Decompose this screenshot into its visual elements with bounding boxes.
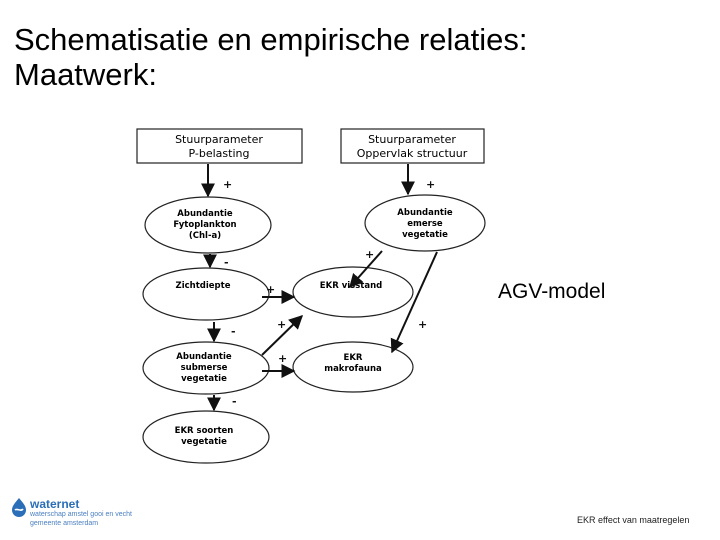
node-zichtdiepte <box>143 268 269 320</box>
soorten-line-2: vegetatie <box>181 437 227 447</box>
sub-line-2: submerse <box>180 363 228 373</box>
sign-emerse-to-vis: + <box>365 248 375 261</box>
sign-surf-to-emerse: + <box>426 178 436 191</box>
macro-line-2: makrofauna <box>324 364 382 374</box>
box-p-line-1: Stuurparameter <box>175 133 263 146</box>
sub-line-1: Abundantie <box>176 352 232 362</box>
sign-sub-to-soorten: - <box>232 395 237 408</box>
sign-sub-to-vis: + <box>277 318 287 331</box>
emerse-line-3: vegetatie <box>402 230 448 240</box>
sign-emerse-to-macro: + <box>418 318 428 331</box>
footer-text: EKR effect van maatregelen <box>577 515 690 525</box>
agv-model-label: AGV-model <box>498 280 606 303</box>
box-oppervlak-structuur <box>341 129 484 163</box>
title-line-1: Schematisatie en empirische relaties: <box>14 22 528 57</box>
node-ekr-visstand <box>293 267 413 317</box>
logo-name: waternet <box>30 497 80 511</box>
logo-sub-1: waterschap amstel gooi en vecht <box>30 511 132 518</box>
emerse-line-2: emerse <box>407 219 443 229</box>
node-emerse <box>365 195 485 251</box>
node-ekr-makrofauna <box>293 342 413 392</box>
logo-sub-2: gemeente amsterdam <box>30 520 99 527</box>
waternet-logo <box>10 497 160 531</box>
title-line-2: Maatwerk: <box>14 57 157 92</box>
macro-line-1: EKR <box>343 353 363 363</box>
sign-zicht-to-vis: + <box>266 283 276 296</box>
box-s-line-2: Oppervlak structuur <box>356 147 468 160</box>
zicht-line-1: Zichtdiepte <box>175 281 231 291</box>
waternet-drop-icon <box>10 497 28 517</box>
node-fytoplankton <box>145 197 271 253</box>
emerse-line-1: Abundantie <box>397 208 453 218</box>
sign-zicht-to-sub: - <box>231 325 236 338</box>
sign-p-to-fyto: + <box>223 178 233 191</box>
vis-line-1: EKR visstand <box>319 281 383 291</box>
sub-line-3: vegetatie <box>181 374 227 384</box>
fyto-line-3: (Chl-a) <box>188 231 222 241</box>
box-p-line-2: P-belasting <box>188 147 250 160</box>
box-p-belasting <box>137 129 302 163</box>
fyto-line-1: Abundantie <box>177 209 233 219</box>
sign-sub-to-macro: + <box>278 352 288 365</box>
fyto-line-2: Fytoplankton <box>173 220 237 230</box>
node-ekr-soorten <box>143 411 269 463</box>
sign-fyto-to-zicht: - <box>224 256 229 269</box>
box-s-line-1: Stuurparameter <box>368 133 456 146</box>
soorten-line-1: EKR soorten <box>174 426 234 436</box>
node-submerse <box>143 342 269 394</box>
